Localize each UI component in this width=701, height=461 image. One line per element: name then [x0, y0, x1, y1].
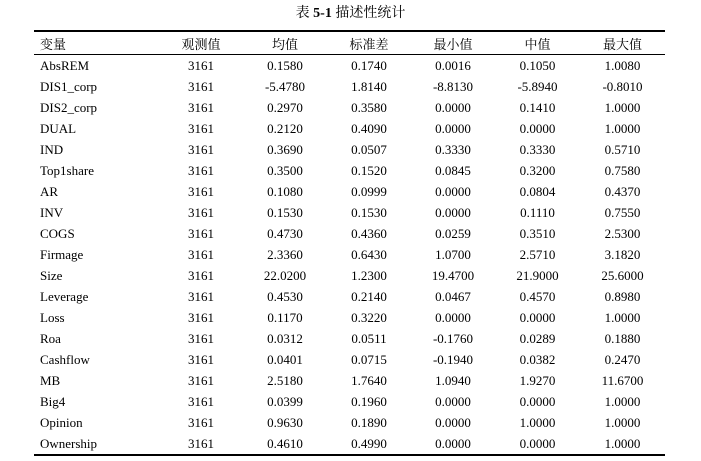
- variable-name-cell: DUAL: [40, 120, 77, 136]
- value-cell: 2.3360: [267, 246, 303, 262]
- variable-name-cell: Cashflow: [40, 351, 90, 367]
- value-cell: -8.8130: [432, 78, 474, 94]
- table-row: [34, 412, 665, 433]
- value-cell: 3161: [188, 141, 214, 157]
- value-cell: 0.8980: [604, 288, 641, 304]
- caption-title: 描述性统计: [335, 6, 406, 21]
- variable-name-cell: AbsREM: [40, 57, 90, 73]
- value-cell: 0.0016: [435, 57, 471, 73]
- variable-name-cell: DIS2_corp: [40, 99, 98, 115]
- table-row: [34, 181, 665, 202]
- variable-name-cell: IND: [40, 141, 64, 157]
- value-cell: 3161: [188, 225, 214, 241]
- value-cell: -0.8010: [602, 78, 643, 94]
- value-cell: 1.0000: [580, 433, 665, 455]
- value-cell: 1.2300: [351, 267, 387, 283]
- value-cell: 0.0399: [267, 393, 303, 409]
- value-cell: 3161: [188, 120, 214, 136]
- value-cell: 0.4370: [604, 183, 641, 199]
- value-cell: 0.2470: [604, 351, 641, 367]
- value-cell: 25.6000: [601, 267, 644, 283]
- value-cell: 0.0000: [435, 393, 471, 409]
- variable-name-cell: Ownership: [34, 433, 159, 455]
- value-cell: 0.0715: [351, 351, 387, 367]
- value-cell: 0.4090: [351, 120, 387, 136]
- value-cell: 0.0000: [435, 204, 471, 220]
- value-cell: 3161: [188, 78, 214, 94]
- value-cell: 0.4610: [243, 433, 327, 455]
- value-cell: 0.0000: [519, 309, 556, 325]
- value-cell: 0.1110: [520, 204, 555, 220]
- value-cell: 3161: [188, 162, 214, 178]
- value-cell: 0.0000: [435, 120, 471, 136]
- value-cell: 0.1580: [267, 57, 303, 73]
- value-cell: 3161: [188, 393, 214, 409]
- value-cell: 3161: [188, 57, 214, 73]
- value-cell: 3161: [188, 288, 214, 304]
- table-row: [34, 265, 665, 286]
- value-cell: 1.0000: [604, 99, 641, 115]
- value-cell: 0.1520: [351, 162, 387, 178]
- value-cell: 0.9630: [267, 414, 303, 430]
- value-cell: 0.0507: [351, 141, 387, 157]
- value-cell: 1.8140: [351, 78, 387, 94]
- value-cell: 0.0000: [411, 433, 495, 455]
- value-cell: 0.0000: [435, 183, 471, 199]
- variable-name-cell: COGS: [40, 225, 75, 241]
- value-cell: 1.7640: [351, 372, 387, 388]
- value-cell: 0.3330: [519, 141, 556, 157]
- value-cell: 0.4360: [351, 225, 387, 241]
- value-cell: 0.0804: [519, 183, 556, 199]
- table-row: [34, 391, 665, 412]
- value-cell: 0.1880: [604, 330, 641, 346]
- value-cell: 0.0259: [435, 225, 471, 241]
- column-header: 标准差: [327, 31, 411, 55]
- value-cell: 19.4700: [431, 267, 475, 283]
- value-cell: 3161: [188, 414, 214, 430]
- value-cell: 0.4530: [267, 288, 303, 304]
- descriptive-statistics-table: [34, 30, 665, 456]
- value-cell: 1.0000: [604, 414, 641, 430]
- table-row: [34, 202, 665, 223]
- value-cell: 0.1080: [267, 183, 303, 199]
- value-cell: 3.1820: [604, 246, 641, 262]
- value-cell: 0.3200: [519, 162, 556, 178]
- variable-name-cell: Firmage: [40, 246, 84, 262]
- table-row: [34, 97, 665, 118]
- value-cell: 0.0999: [351, 183, 387, 199]
- table-row: [34, 328, 665, 349]
- value-cell: 0.1530: [351, 204, 387, 220]
- caption-prefix: 表: [295, 6, 310, 21]
- value-cell: 0.4730: [267, 225, 303, 241]
- value-cell: 0.0312: [267, 330, 303, 346]
- table-row: [34, 307, 665, 328]
- value-cell: 0.0000: [435, 309, 471, 325]
- variable-name-cell: Leverage: [40, 288, 89, 304]
- table-row: [34, 244, 665, 265]
- table-row: [34, 76, 665, 97]
- value-cell: 3161: [188, 330, 214, 346]
- value-cell: 3161: [159, 433, 243, 455]
- column-header: 中值: [495, 31, 580, 55]
- value-cell: 3161: [188, 351, 214, 367]
- value-cell: 1.0080: [604, 57, 641, 73]
- value-cell: 0.6430: [351, 246, 387, 262]
- table-row: [34, 286, 665, 307]
- table-row: [34, 370, 665, 391]
- value-cell: 1.0000: [604, 393, 641, 409]
- value-cell: 0.1960: [351, 393, 387, 409]
- table-caption: [0, 6, 701, 22]
- variable-name-cell: DIS1_corp: [40, 78, 98, 94]
- value-cell: 0.1890: [351, 414, 387, 430]
- value-cell: 0.3690: [267, 141, 303, 157]
- variable-name-cell: Loss: [40, 309, 65, 325]
- value-cell: 1.0940: [435, 372, 471, 388]
- header-row: [34, 31, 665, 55]
- value-cell: 0.0000: [495, 433, 580, 455]
- value-cell: 0.1170: [267, 309, 303, 325]
- value-cell: 3161: [188, 372, 214, 388]
- value-cell: 0.3580: [351, 99, 387, 115]
- value-cell: 0.2970: [267, 99, 303, 115]
- column-header: 最小值: [411, 31, 495, 55]
- table-row: [34, 349, 665, 370]
- variable-name-cell: INV: [40, 204, 64, 220]
- value-cell: 22.0200: [263, 267, 307, 283]
- value-cell: 0.3220: [351, 309, 387, 325]
- table-row: [34, 433, 665, 455]
- value-cell: 0.1050: [519, 57, 556, 73]
- value-cell: 11.6700: [601, 372, 644, 388]
- table-body: [34, 55, 665, 456]
- value-cell: 3161: [188, 309, 214, 325]
- value-cell: 0.0467: [435, 288, 471, 304]
- value-cell: 2.5300: [604, 225, 641, 241]
- table-row: [34, 160, 665, 181]
- value-cell: 0.0000: [435, 99, 471, 115]
- value-cell: 0.0511: [351, 330, 387, 346]
- value-cell: 0.4570: [519, 288, 556, 304]
- value-cell: 1.0700: [435, 246, 471, 262]
- value-cell: 0.5710: [604, 141, 641, 157]
- value-cell: 0.3330: [435, 141, 471, 157]
- value-cell: -0.1940: [432, 351, 474, 367]
- value-cell: 1.0000: [604, 309, 641, 325]
- table-header: [34, 31, 665, 55]
- value-cell: 0.3500: [267, 162, 303, 178]
- value-cell: 0.4990: [327, 433, 411, 455]
- value-cell: 0.1740: [351, 57, 387, 73]
- variable-name-cell: Size: [40, 267, 63, 283]
- value-cell: -5.4780: [264, 78, 306, 94]
- value-cell: 3161: [188, 267, 214, 283]
- column-header: 变量: [34, 31, 159, 55]
- value-cell: 0.7580: [604, 162, 641, 178]
- value-cell: 0.0000: [519, 393, 556, 409]
- value-cell: 0.0000: [435, 414, 471, 430]
- value-cell: 3161: [188, 204, 214, 220]
- variable-name-cell: Roa: [40, 330, 61, 346]
- variable-name-cell: Opinion: [40, 414, 83, 430]
- table-row: [34, 118, 665, 139]
- value-cell: 0.0845: [435, 162, 471, 178]
- value-cell: 0.0289: [519, 330, 556, 346]
- variable-name-cell: Big4: [40, 393, 66, 409]
- value-cell: 0.1530: [267, 204, 303, 220]
- variable-name-cell: Top1share: [40, 162, 94, 178]
- value-cell: 1.0000: [604, 120, 641, 136]
- column-header: 观测值: [159, 31, 243, 55]
- variable-name-cell: MB: [40, 372, 61, 388]
- variable-name-cell: AR: [40, 183, 59, 199]
- value-cell: 21.9000: [516, 267, 559, 283]
- value-cell: 0.2140: [351, 288, 387, 304]
- value-cell: 0.0382: [519, 351, 556, 367]
- value-cell: 0.2120: [267, 120, 303, 136]
- value-cell: 2.5180: [267, 372, 303, 388]
- value-cell: 0.7550: [604, 204, 641, 220]
- column-header: 均值: [243, 31, 327, 55]
- value-cell: 1.9270: [519, 372, 556, 388]
- value-cell: -5.8940: [517, 78, 558, 94]
- value-cell: 0.0401: [267, 351, 303, 367]
- value-cell: 3161: [188, 183, 214, 199]
- caption-number: 5-1: [313, 6, 332, 21]
- table-row: [34, 55, 665, 77]
- value-cell: 0.3510: [519, 225, 556, 241]
- column-header: 最大值: [580, 31, 665, 55]
- table-row: [34, 223, 665, 244]
- value-cell: 2.5710: [519, 246, 556, 262]
- table-row: [34, 139, 665, 160]
- value-cell: 3161: [188, 246, 214, 262]
- value-cell: 0.1410: [519, 99, 556, 115]
- value-cell: 1.0000: [519, 414, 556, 430]
- value-cell: 0.0000: [519, 120, 556, 136]
- value-cell: 3161: [188, 99, 214, 115]
- value-cell: -0.1760: [432, 330, 474, 346]
